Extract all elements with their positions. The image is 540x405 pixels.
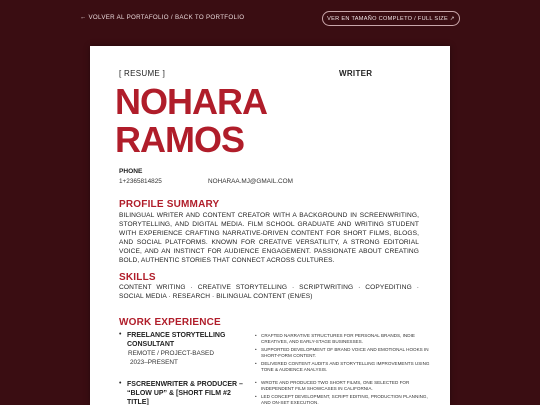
bullet-dot: • — [119, 380, 122, 387]
phone-number: 1+2365814825 — [119, 178, 162, 185]
contact-label: PHONE — [119, 168, 143, 175]
last-name: RAMOS — [115, 119, 244, 160]
first-name: NOHARA — [115, 81, 267, 122]
profile-summary-heading: PROFILE SUMMARY — [119, 199, 220, 210]
list-item: • WROTE AND PRODUCED TWO SHORT FILMS, ONE SELECTED FOR INDEPENDENT FILM SHOWCASES IN CALIFORNIA. — [255, 380, 431, 392]
back-to-portfolio-link[interactable]: ← VOLVER AL PORTAFOLIO / BACK TO PORTFOLIO — [80, 14, 245, 21]
resume-document — [90, 46, 450, 405]
skills-text: CONTENT WRITING · CREATIVE STORYTELLING · SCRIPTWRITING · COPYEDITING · SOCIAL MEDIA · RESEARCH · BILINGUAL CONTENT (EN/ES) — [119, 284, 419, 300]
job-bullets — [255, 333, 431, 375]
list-item: • CRAFTED NARRATIVE STRUCTURES FOR PERSONAL BRANDS, INDIE CREATIVES, AND EARLY-STAGE BUSINESSES. — [255, 333, 431, 345]
resume-tag: [ RESUME ] — [119, 69, 166, 78]
job-title: “BLOW UP” & [SHORT FILM #2 — [127, 390, 231, 397]
role-title: WRITER — [339, 69, 373, 78]
email-address: NOHARAA.MJ@GMAIL.COM — [208, 178, 293, 185]
job-location: REMOTE / PROJECT-BASED — [128, 350, 214, 357]
full-size-button[interactable]: VER EN TAMAÑO COMPLETO / FULL SIZE ↗ — [322, 11, 460, 26]
profile-summary-text: BILINGUAL WRITER AND CONTENT CREATOR WITH A BACKGROUND IN SCREENWRITING, STORYTELLING, AND DIGITAL MEDIA. FILM SCHOOL GRADUATE AND WRITING STUDENT WITH EXPERIENCE CRAFTING NARRATIVE-DRIVEN CONTENT FOR SHORT FILMS, BLOGS, AND SOCIAL PLATFORMS. KNOWN FOR CREATIVE VERSATILITY, A STRONG EDITORIAL VOICE, AND AN INSTINCT FOR AUDIENCE ENGAGEMENT. PASSIONATE ABOUT CREATING BOLD, AUTHENTIC STORIES THAT CONNECT ACROSS CULTURES. — [119, 212, 419, 264]
list-item: • DELIVERED CONTENT AUDITS AND STORYTELLING IMPROVEMENTS USING TONE & AUDIENCE ANALYSIS. — [255, 361, 431, 373]
job-bullets — [255, 380, 431, 405]
job-title: FSCREENWRITER & PRODUCER – — [127, 381, 243, 388]
list-item: • SUPPORTED DEVELOPMENT OF BRAND VOICE AND EMOTIONAL HOOKS IN SHORT-FORM CONTENT. — [255, 347, 431, 359]
job-dates: 2023–PRESENT — [130, 359, 178, 366]
job-title: CONSULTANT — [127, 341, 175, 348]
skills-heading: SKILLS — [119, 272, 156, 283]
bullet-dot: • — [119, 331, 122, 338]
top-bar — [0, 0, 540, 40]
job-title: FREELANCE STORYTELLING — [127, 332, 226, 339]
work-experience-heading: WORK EXPERIENCE — [119, 317, 221, 328]
job-title: TITLE] — [127, 399, 149, 405]
list-item: • LED CONCEPT DEVELOPMENT, SCRIPT EDITING, PRODUCTION PLANNING, AND ON-SET EXECUTION. — [255, 394, 431, 405]
